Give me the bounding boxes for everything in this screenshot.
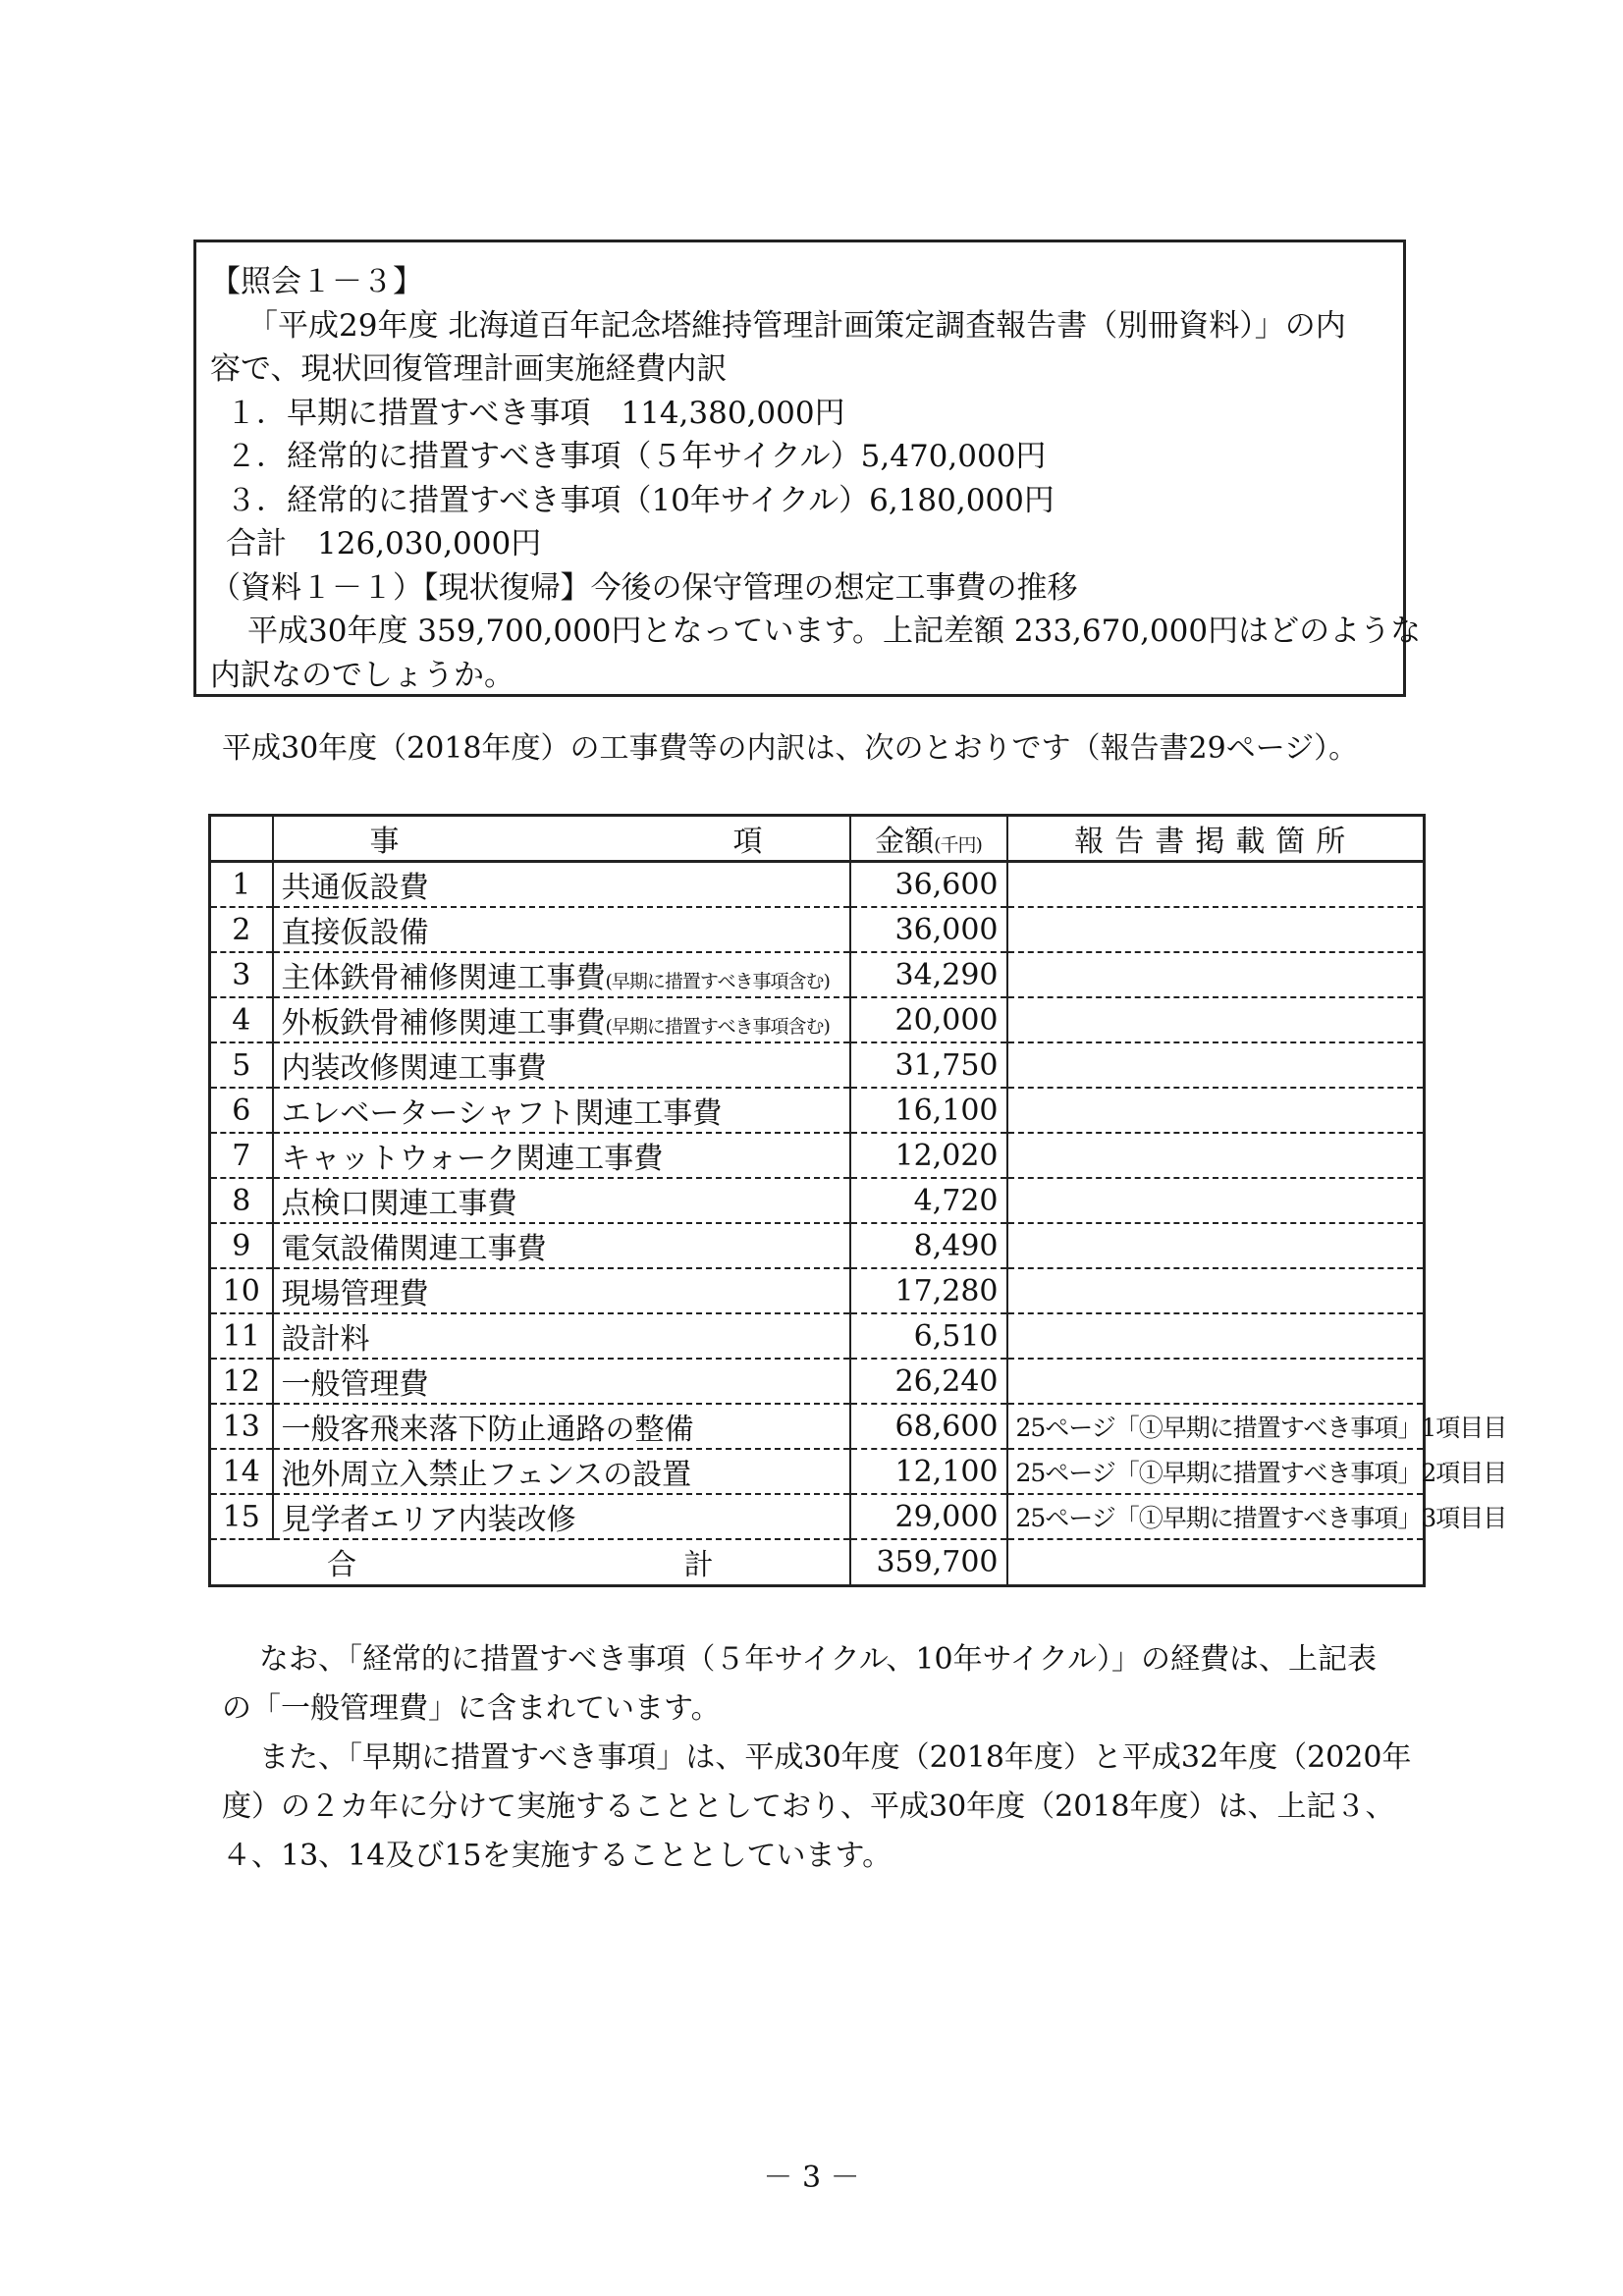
row-number: 2 xyxy=(210,907,273,952)
row-amount: 8,490 xyxy=(850,1223,1007,1268)
row-item-text: 見学者エリア内装改修 xyxy=(281,1503,576,1537)
row-item-text: 電気設備関連工事費 xyxy=(281,1232,547,1266)
row-number: 6 xyxy=(210,1088,273,1133)
inquiry-box xyxy=(193,240,1422,697)
row-item-text: 主体鉄骨補修関連工事費 xyxy=(281,961,606,995)
row-amount: 17,280 xyxy=(850,1268,1007,1313)
header-amount xyxy=(850,816,1007,862)
row-ref xyxy=(1007,1223,1425,1268)
row-item xyxy=(273,907,850,952)
row-item xyxy=(273,1359,850,1404)
inquiry-line: ２．経常的に措置すべき事項（５年サイクル）5,470,000円 xyxy=(226,439,1047,474)
paragraph-line: の「一般管理費」に含まれています。 xyxy=(222,1691,721,1726)
table-row xyxy=(210,1223,1425,1268)
row-amount: 16,100 xyxy=(850,1088,1007,1133)
row-item xyxy=(273,1268,850,1313)
table-row xyxy=(210,1042,1425,1088)
row-ref xyxy=(1007,1042,1425,1088)
row-ref xyxy=(1007,907,1425,952)
row-item xyxy=(273,1178,850,1223)
row-amount: 20,000 xyxy=(850,997,1007,1042)
row-item-text: 池外周立入禁止フェンスの設置 xyxy=(281,1458,692,1492)
row-amount: 26,240 xyxy=(850,1359,1007,1404)
inquiry-line: 内訳なのでしょうか。 xyxy=(210,657,514,693)
row-number: 14 xyxy=(210,1449,273,1494)
row-amount: 4,720 xyxy=(850,1178,1007,1223)
inquiry-line: 平成30年度 359,700,000円となっています。上記差額 233,670,000円はどのような xyxy=(247,614,1422,649)
header-amount-label: 金額 xyxy=(875,825,935,859)
table-row xyxy=(210,1268,1425,1313)
page-number: － 3 － xyxy=(763,2161,860,2195)
table-row xyxy=(210,1359,1425,1404)
row-number: 13 xyxy=(210,1404,273,1449)
row-item-text: 設計料 xyxy=(281,1322,370,1357)
header-item-right: 項 xyxy=(732,825,763,859)
paragraph-line: また、「早期に措置すべき事項」は、平成30年度（2018年度）と平成32年度（2020年 xyxy=(259,1740,1412,1775)
table-row xyxy=(210,1494,1425,1539)
header-amount-unit: (千円) xyxy=(934,834,982,856)
row-item xyxy=(273,1133,850,1178)
row-number: 12 xyxy=(210,1359,273,1404)
row-item xyxy=(273,997,850,1042)
row-number: 10 xyxy=(210,1268,273,1313)
row-item-text: 内装改修関連工事費 xyxy=(281,1051,547,1086)
row-ref xyxy=(1007,1359,1425,1404)
cost-breakdown-table xyxy=(208,814,1507,1587)
total-label xyxy=(210,1539,850,1585)
total-ref xyxy=(1007,1539,1425,1585)
inquiry-line: 「平成29年度 北海道百年記念塔維持管理計画策定調査報告書（別冊資料）」の内 xyxy=(247,307,1346,344)
header-item xyxy=(273,816,850,862)
table-row xyxy=(210,952,1425,997)
table-row xyxy=(210,997,1425,1042)
row-item-text: キャットウォーク関連工事費 xyxy=(281,1142,664,1176)
row-ref xyxy=(1007,1313,1425,1359)
row-item-text: 直接仮設備 xyxy=(281,916,429,950)
inquiry-line: ３．経常的に措置すべき事項（10年サイクル）6,180,000円 xyxy=(226,482,1055,518)
inquiry-title: 【照会１－３】 xyxy=(210,264,423,299)
row-amount: 31,750 xyxy=(850,1042,1007,1088)
row-amount: 68,600 xyxy=(850,1404,1007,1449)
row-item xyxy=(273,1313,850,1359)
row-item-text: エレベーターシャフト関連工事費 xyxy=(281,1096,723,1131)
row-item xyxy=(273,1449,850,1494)
row-number: 8 xyxy=(210,1178,273,1223)
inquiry-line: １．早期に措置すべき事項 114,380,000円 xyxy=(226,395,845,431)
note-paragraph-2 xyxy=(222,1734,1459,1881)
row-amount: 12,100 xyxy=(850,1449,1007,1494)
table-header-row xyxy=(210,816,1425,862)
row-amount: 34,290 xyxy=(850,952,1007,997)
header-no xyxy=(210,816,273,862)
row-number: 5 xyxy=(210,1042,273,1088)
row-ref xyxy=(1007,1133,1425,1178)
row-item xyxy=(273,1042,850,1088)
row-amount: 36,000 xyxy=(850,907,1007,952)
row-number: 1 xyxy=(210,862,273,908)
note-paragraph-1 xyxy=(222,1635,1459,1734)
row-item-text: 外板鉄骨補修関連工事費 xyxy=(281,1006,606,1041)
inquiry-line: 合計 126,030,000円 xyxy=(226,526,542,561)
table-row xyxy=(210,1404,1425,1449)
row-amount: 29,000 xyxy=(850,1494,1007,1539)
row-item-text: 共通仮設費 xyxy=(281,871,429,905)
row-number: 15 xyxy=(210,1494,273,1539)
row-ref xyxy=(1007,862,1425,908)
row-number: 3 xyxy=(210,952,273,997)
row-item xyxy=(273,862,850,908)
intro-text: 平成30年度（2018年度）の工事費等の内訳は、次のとおりです（報告書29ページ）。 xyxy=(222,731,1359,766)
row-ref xyxy=(1007,1268,1425,1313)
row-item xyxy=(273,952,850,997)
total-amount: 359,700 xyxy=(850,1539,1007,1585)
table-total-row xyxy=(210,1539,1425,1585)
row-amount: 12,020 xyxy=(850,1133,1007,1178)
row-item-text: 一般客飛来落下防止通路の整備 xyxy=(281,1413,694,1447)
row-ref xyxy=(1007,1178,1425,1223)
row-ref xyxy=(1007,952,1425,997)
row-item-text: 点検口関連工事費 xyxy=(281,1187,517,1221)
row-item xyxy=(273,1223,850,1268)
row-number: 4 xyxy=(210,997,273,1042)
table-row xyxy=(210,907,1425,952)
row-number: 9 xyxy=(210,1223,273,1268)
row-ref: 25ページ「①早期に措置すべき事項」2項目目 xyxy=(1007,1449,1425,1494)
row-item xyxy=(273,1494,850,1539)
row-number: 11 xyxy=(210,1313,273,1359)
row-item-note: (早期に措置すべき事項含む) xyxy=(605,1016,830,1038)
row-item xyxy=(273,1404,850,1449)
inquiry-line: 容で、現状回復管理計画実施経費内訳 xyxy=(210,351,728,387)
row-number: 7 xyxy=(210,1133,273,1178)
paragraph-line: ４、13、14及び15を実施することとしています。 xyxy=(222,1839,893,1873)
row-ref xyxy=(1007,1088,1425,1133)
row-ref: 25ページ「①早期に措置すべき事項」1項目目 xyxy=(1007,1404,1425,1449)
total-label-right: 計 xyxy=(683,1548,714,1583)
row-amount: 36,600 xyxy=(850,862,1007,908)
header-item-left: 事 xyxy=(369,825,400,859)
table-row xyxy=(210,1313,1425,1359)
row-item-text: 一般管理費 xyxy=(281,1367,429,1402)
row-item-text: 現場管理費 xyxy=(281,1277,429,1311)
paragraph-line: 度）の２カ年に分けて実施することとしており、平成30年度（2018年度）は、上記３、 xyxy=(222,1789,1395,1824)
table-row xyxy=(210,1449,1425,1494)
table-row xyxy=(210,1133,1425,1178)
row-item-note: (早期に措置すべき事項含む) xyxy=(605,971,830,992)
inquiry-line: （資料１－１）【現状復帰】今後の保守管理の想定工事費の推移 xyxy=(210,569,1078,606)
table-row xyxy=(210,1178,1425,1223)
table-row xyxy=(210,1088,1425,1133)
row-amount: 6,510 xyxy=(850,1313,1007,1359)
total-label-left: 合 xyxy=(327,1548,356,1583)
paragraph-line: なお、「経常的に措置すべき事項（５年サイクル、10年サイクル）」の経費は、上記表 xyxy=(259,1642,1377,1677)
table-row xyxy=(210,862,1425,908)
header-ref: 報告書掲載箇所 xyxy=(1007,816,1425,862)
row-ref xyxy=(1007,997,1425,1042)
row-ref: 25ページ「①早期に措置すべき事項」3項目目 xyxy=(1007,1494,1425,1539)
row-item xyxy=(273,1088,850,1133)
